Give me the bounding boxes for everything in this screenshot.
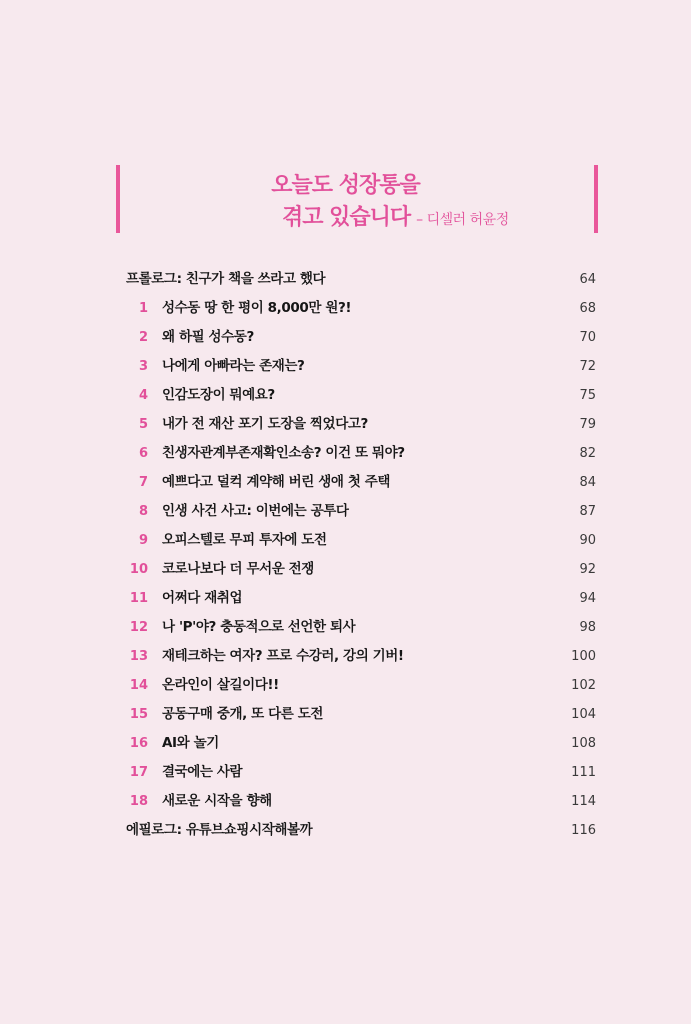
toc-label: 나에게 아빠라는 존재는? (162, 358, 305, 374)
toc-page-number: 114 (571, 794, 596, 809)
toc-page-number: 100 (571, 649, 596, 664)
toc-row (126, 642, 596, 671)
toc-row (126, 323, 596, 352)
chapter-author: – 디셀러 허윤정 (416, 212, 509, 228)
toc-row (126, 700, 596, 729)
toc-page-number: 79 (579, 417, 596, 432)
toc-page-number: 102 (571, 678, 596, 693)
toc-row (126, 526, 596, 555)
toc-row (126, 555, 596, 584)
toc-page-number: 108 (571, 736, 596, 751)
toc-number: 4 (138, 388, 148, 403)
toc-number: 9 (138, 533, 148, 548)
toc-number: 8 (138, 504, 148, 519)
toc-label: 예쁘다고 덜컥 계약해 버린 생애 첫 주택 (162, 474, 391, 490)
toc-page-number: 94 (579, 591, 596, 606)
toc-row (126, 671, 596, 700)
toc-row (126, 352, 596, 381)
toc-row (126, 816, 596, 845)
toc-label: 성수동 땅 한 평이 8,000만 원?! (162, 300, 352, 316)
toc-row (126, 381, 596, 410)
toc-label: 인감도장이 뭐예요? (162, 387, 275, 403)
toc-label: 에필로그: 유튜브쇼핑시작해볼까 (126, 822, 313, 838)
toc-row (126, 613, 596, 642)
toc-label: 재테크하는 여자? 프로 수강러, 강의 기버! (162, 648, 404, 664)
toc-row (126, 294, 596, 323)
toc-number: 15 (129, 707, 148, 722)
toc-page-number: 116 (571, 823, 596, 838)
toc-row (126, 787, 596, 816)
toc-page-number: 92 (579, 562, 596, 577)
toc-label: AI와 놀기 (162, 735, 219, 751)
toc-label: 인생 사건 사고: 이번에는 공투다 (162, 503, 349, 519)
toc-label: 어쩌다 재취업 (162, 590, 243, 606)
toc-label: 왜 하필 성수동? (162, 329, 254, 345)
toc-row (126, 584, 596, 613)
toc-label: 프롤로그: 친구가 책을 쓰라고 했다 (126, 271, 326, 287)
toc-page-number: 98 (579, 620, 596, 635)
toc-page-number: 72 (579, 359, 596, 374)
toc-label: 친생자관계부존재확인소송? 이건 또 뭐야? (162, 445, 405, 461)
toc-row (126, 758, 596, 787)
toc-label: 온라인이 살길이다!! (162, 677, 279, 693)
toc-page-number: 82 (579, 446, 596, 461)
toc-page-number: 111 (571, 765, 596, 780)
toc-row (126, 497, 596, 526)
toc-number: 13 (129, 649, 148, 664)
toc-number: 17 (129, 765, 148, 780)
toc-row (126, 729, 596, 758)
toc-number: 10 (129, 562, 148, 577)
toc-number: 18 (129, 794, 148, 809)
toc-label: 코로나보다 더 무서운 전쟁 (162, 561, 314, 577)
toc-page-number: 90 (579, 533, 596, 548)
toc-page-number: 87 (579, 504, 596, 519)
chapter-title-main: 겪고 있습니다 (282, 205, 411, 230)
toc-row (126, 468, 596, 497)
toc-page-number: 84 (579, 475, 596, 490)
toc-number: 12 (129, 620, 148, 635)
toc-number: 7 (138, 475, 148, 490)
toc-label: 새로운 시작을 향해 (162, 793, 272, 809)
toc-label: 나 'P'야? 충동적으로 선언한 퇴사 (162, 619, 356, 635)
chapter-title-line1: 오늘도 성장통을 (271, 173, 420, 198)
toc-label: 오피스텔로 무피 투자에 도전 (162, 532, 327, 548)
toc-row (126, 410, 596, 439)
toc-page-number: 68 (579, 301, 596, 316)
toc-label: 내가 전 재산 포기 도장을 찍었다고? (162, 416, 368, 432)
toc-number: 2 (138, 330, 148, 345)
toc-number: 1 (138, 301, 148, 316)
toc-number: 5 (138, 417, 148, 432)
table-of-contents (126, 265, 596, 845)
toc-row (126, 439, 596, 468)
toc-page-number: 75 (579, 388, 596, 403)
toc-number: 6 (138, 446, 148, 461)
toc-number: 3 (138, 359, 148, 374)
toc-page-number: 104 (571, 707, 596, 722)
toc-number: 11 (129, 591, 148, 606)
toc-label: 결국에는 사람 (162, 764, 243, 780)
toc-page-number: 70 (579, 330, 596, 345)
toc-page-number: 64 (579, 272, 596, 287)
toc-number: 16 (129, 736, 148, 751)
toc-label: 공동구매 중개, 또 다른 도전 (162, 706, 323, 722)
toc-row (126, 265, 596, 294)
chapter-title-line2 (282, 204, 509, 234)
toc-number: 14 (129, 678, 148, 693)
